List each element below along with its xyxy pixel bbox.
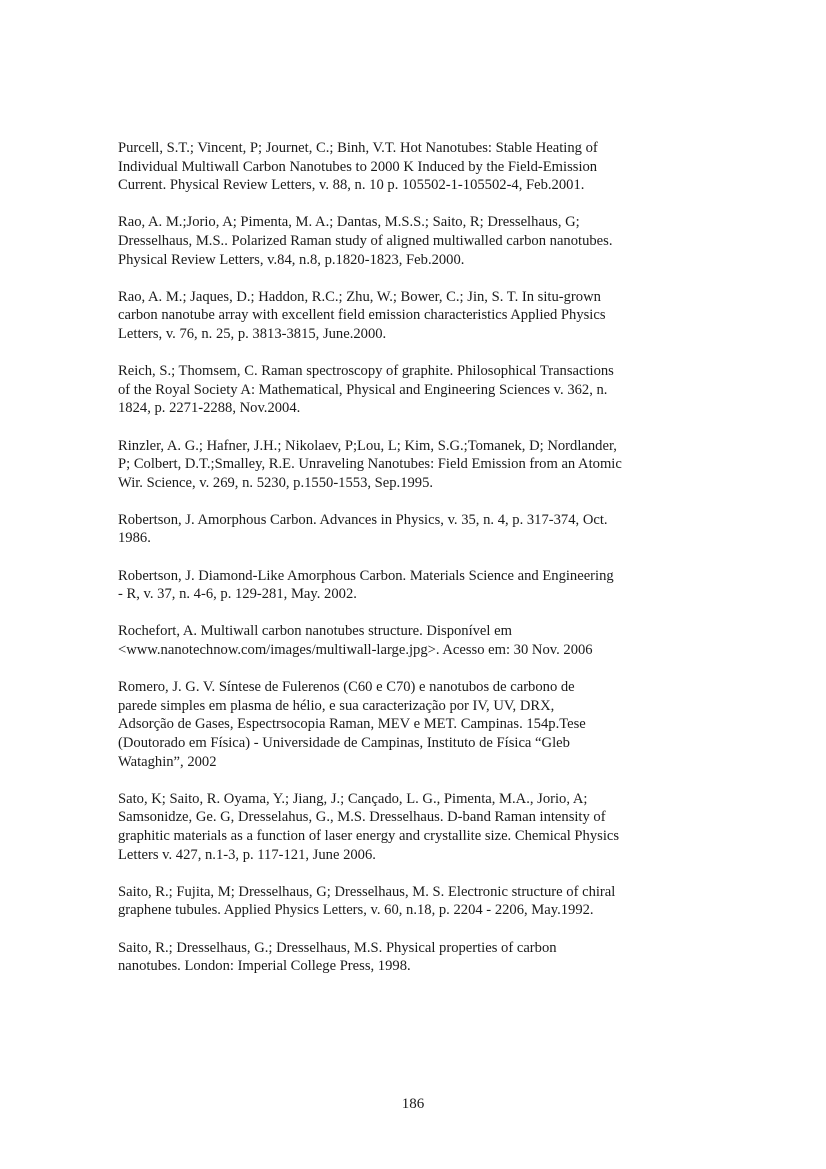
- reference-list: [118, 139, 714, 994]
- reference-entry: Romero, J. G. V. Síntese de Fulerenos (C60 e C70) e nanotubos de carbono de parede simples em plasma de hélio, e sua caracterização por IV, UV, DRX, Adsorção de Gases, Espectrsocopia Raman, MEV e MET. Campinas. 154p.Tese (Doutorado em Física) - Universidade de Campinas, Instituto de Física “Gleb Wataghin”, 2002: [118, 679, 586, 770]
- reference-entry: Saito, R.; Dresselhaus, G.; Dresselhaus, M.S. Physical properties of carbon nanotubes. London: Imperial College Press, 1998.: [118, 939, 557, 975]
- reference-entry: Robertson, J. Diamond-Like Amorphous Carbon. Materials Science and Engineering - R, v. 37, n. 4-6, p. 129-281, May. 2002.: [118, 567, 614, 603]
- reference-entry: Sato, K; Saito, R. Oyama, Y.; Jiang, J.; Cançado, L. G., Pimenta, M.A., Jorio, A; Samsonidze, Ge. G, Dresselahus, G., M.S. Dresselhaus. D-band Raman intensity of graphitic materials as a function of laser energy and crystallite size. Chemical Physics Letters v. 427, n.1-3, p. 117-121, June 2006.: [118, 790, 620, 863]
- reference-entry: Robertson, J. Amorphous Carbon. Advances in Physics, v. 35, n. 4, p. 317-374, Oct. 1986.: [118, 511, 608, 547]
- reference-entry: Rochefort, A. Multiwall carbon nanotubes structure. Disponível em <www.nanotechnow.com/images/multiwall-large.jpg>. Acesso em: 30 Nov. 2006: [118, 623, 593, 659]
- reference-entry: Rinzler, A. G.; Hafner, J.H.; Nikolaev, P;Lou, L; Kim, S.G.;Tomanek, D; Nordlander, P; Colbert, D.T.;Smalley, R.E. Unraveling Nanotubes: Field Emission from an Atomic Wir. Science, v. 269, n. 5230, p.1550-1553, Sep.1995.: [118, 437, 622, 491]
- reference-entry: Purcell, S.T.; Vincent, P; Journet, C.; Binh, V.T. Hot Nanotubes: Stable Heating of Individual Multiwall Carbon Nanotubes to 2000 K Induced by the Field-Emission Current. Physical Review Letters, v. 88, n. 10 p. 105502-1-105502-4, Feb.2001.: [118, 140, 598, 194]
- reference-entry: Saito, R.; Fujita, M; Dresselhaus, G; Dresselhaus, M. S. Electronic structure of chiral graphene tubules. Applied Physics Letters, v. 60, n.18, p. 2204 - 2206, May.1992.: [118, 883, 616, 919]
- reference-entry: Reich, S.; Thomsem, C. Raman spectroscopy of graphite. Philosophical Transactions of the Royal Society A: Mathematical, Physical and Engineering Sciences v. 362, n. 1824, p. 2271-2288, Nov.2004.: [118, 363, 614, 417]
- reference-entry: Rao, A. M.;Jorio, A; Pimenta, M. A.; Dantas, M.S.S.; Saito, R; Dresselhaus, G; Dresselhaus, M.S.. Polarized Raman study of aligned multiwalled carbon nanotubes. Physical Review Letters, v.84, n.8, p.1820-1823, Feb.2000.: [118, 214, 613, 268]
- reference-entry: Rao, A. M.; Jaques, D.; Haddon, R.C.; Zhu, W.; Bower, C.; Jin, S. T. In situ-grown carbon nanotube array with excellent field emission characteristics Applied Physics Letters, v. 76, n. 25, p. 3813-3815, June.2000.: [118, 288, 606, 342]
- page-number: 186: [401, 1096, 425, 1112]
